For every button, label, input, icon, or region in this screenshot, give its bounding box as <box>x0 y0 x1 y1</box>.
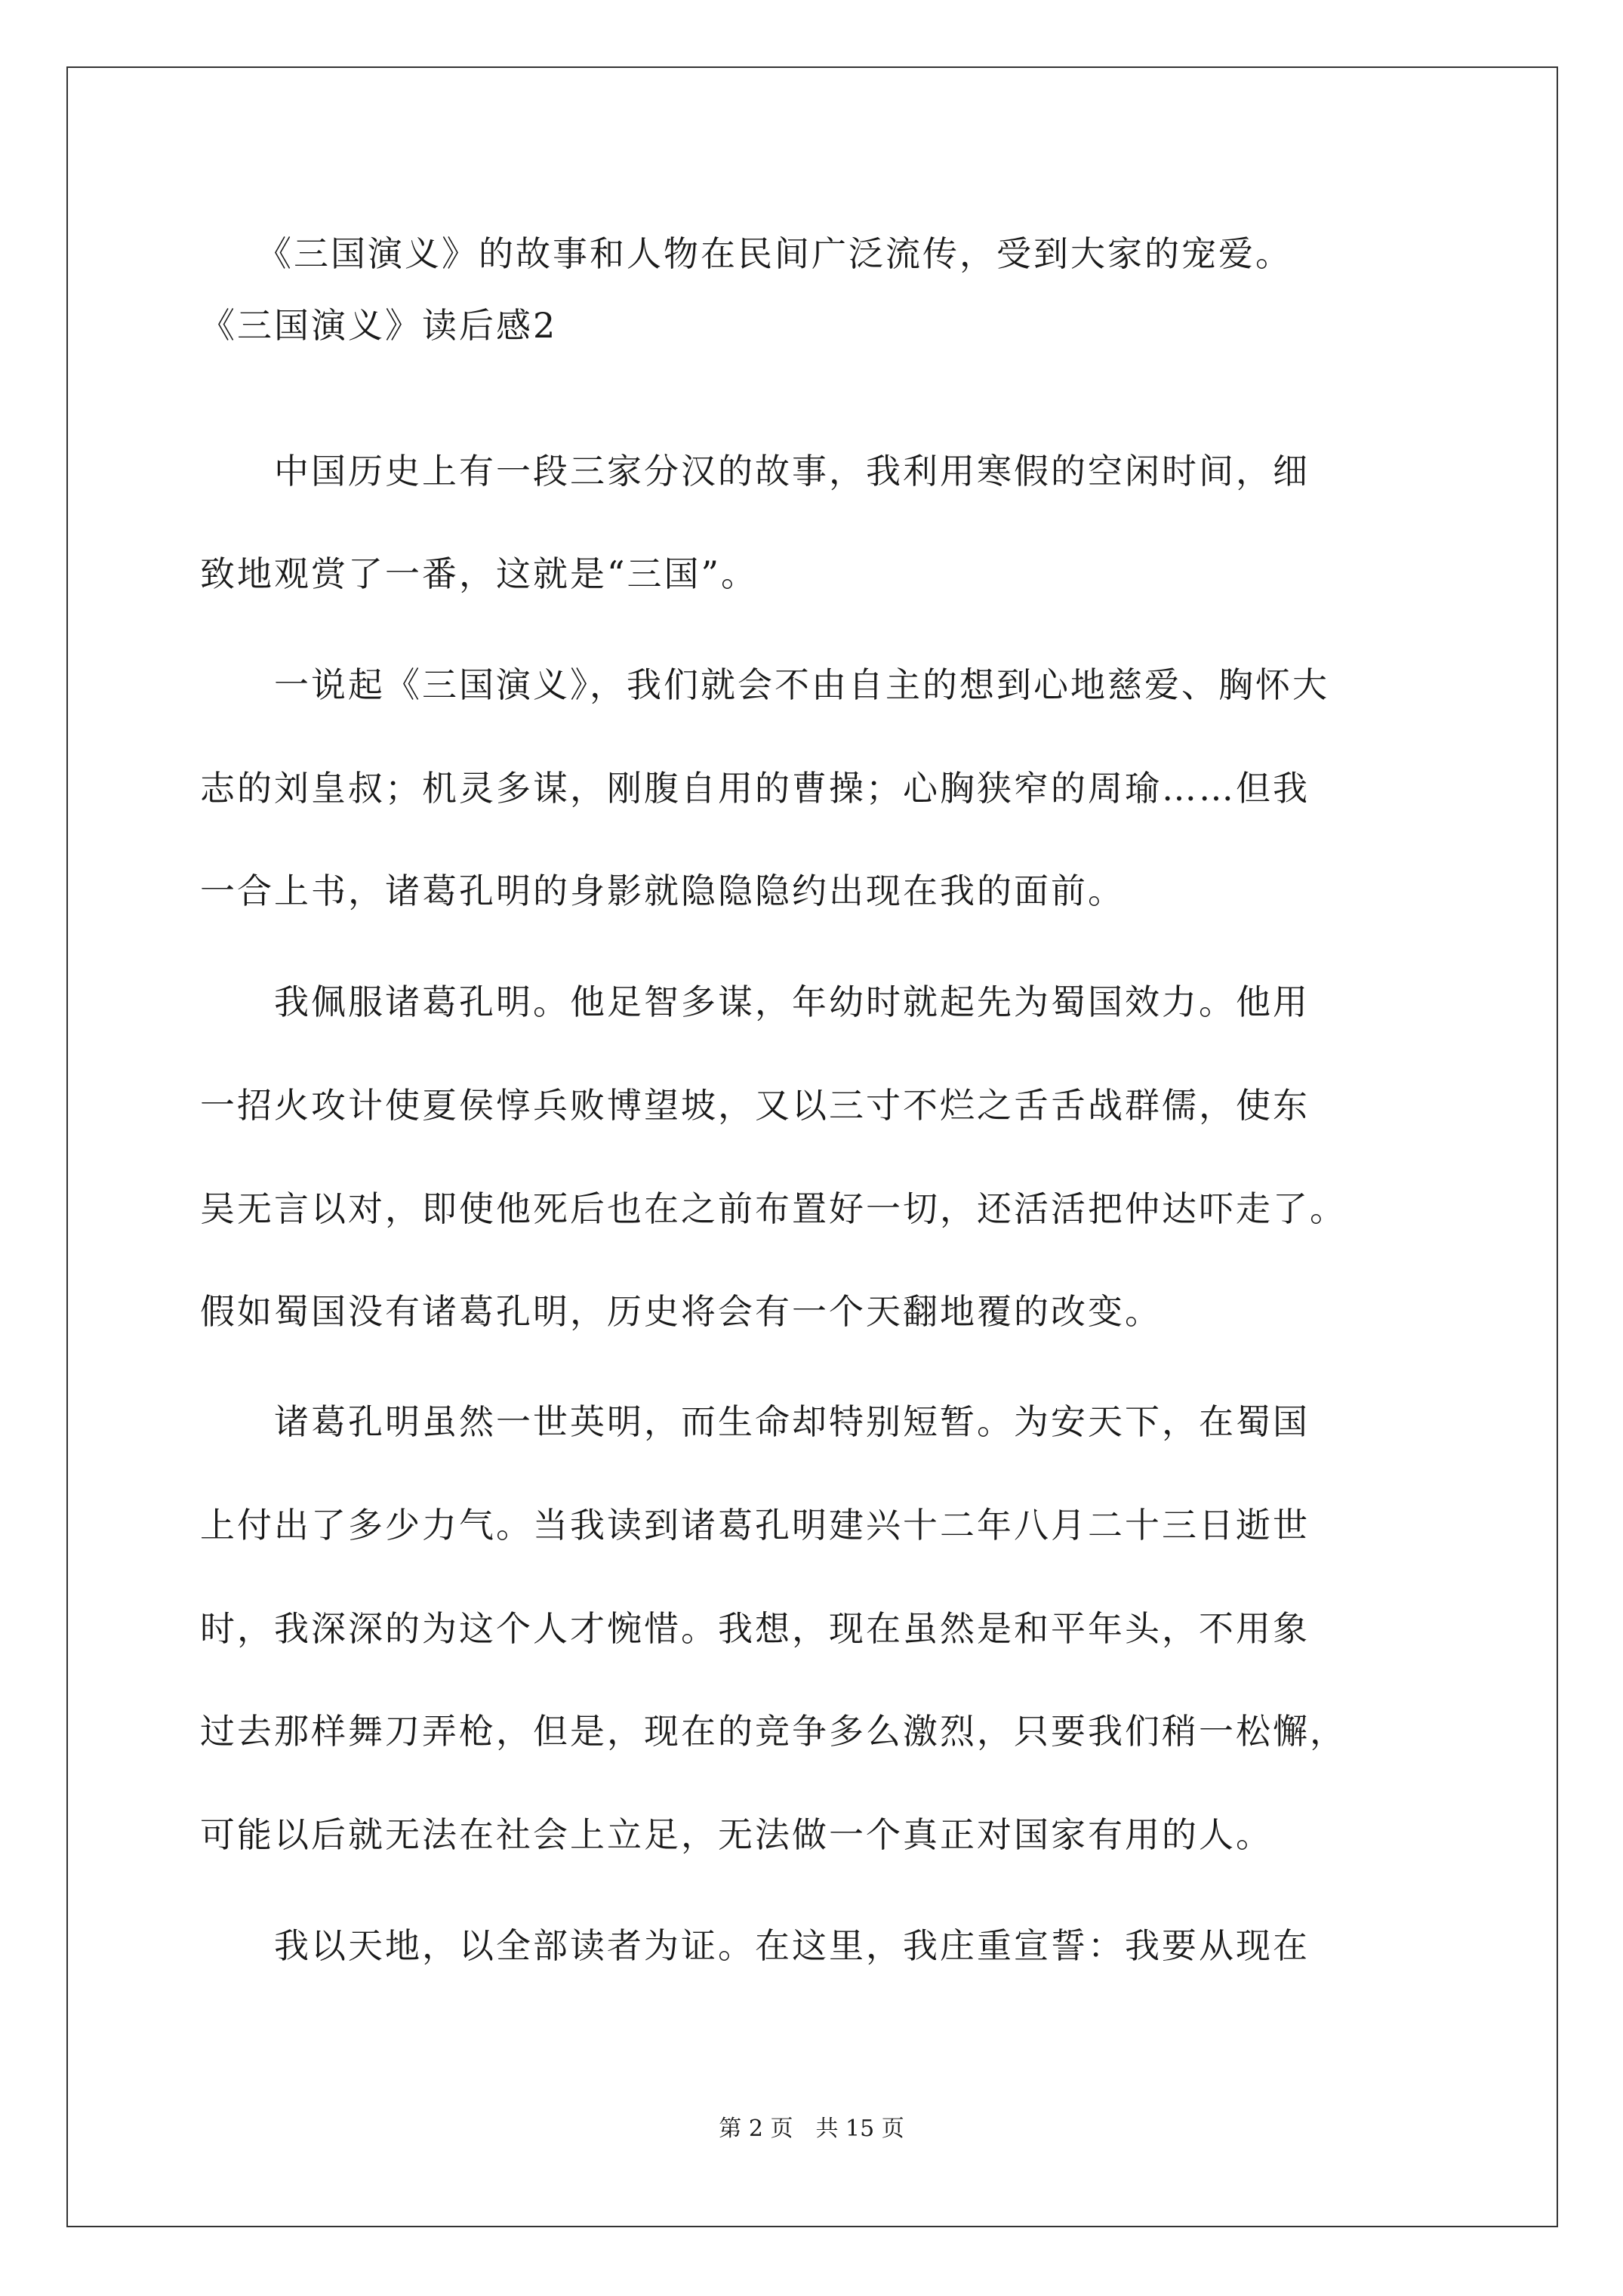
text-line: 致地观赏了一番，这就是“三国”。 <box>200 553 759 594</box>
text-line: 我以天地，以全部读者为证。在这里，我庄重宣誓：我要从现在 <box>200 1925 1310 1966</box>
text-line: 可能以后就无法在社会上立足，无法做一个真正对国家有用的人。 <box>200 1814 1273 1855</box>
text-line: 志的刘皇叔；机灵多谋，刚腹自用的曹操；心胸狭窄的周瑜……但我 <box>200 768 1310 809</box>
page-number: 第 2 页 共 15 页 <box>719 2116 904 2142</box>
text-line: 假如蜀国没有诸葛孔明，历史将会有一个天翻地覆的改变。 <box>200 1291 1162 1332</box>
text-line: 一说起《三国演义》，我们就会不由自主的想到心地慈爱、胸怀大 <box>200 664 1329 705</box>
text-line: 我佩服诸葛孔明。他足智多谋，年幼时就起先为蜀国效力。他用 <box>200 982 1310 1022</box>
page-border <box>66 66 1558 2227</box>
text-line: 上付出了多少力气。当我读到诸葛孔明建兴十二年八月二十三日逝世 <box>200 1505 1310 1546</box>
text-line: 吴无言以对，即使他死后也在之前布置好一切，还活活把仲达吓走了。 <box>200 1188 1347 1229</box>
section-heading: 《三国演义》读后感2 <box>200 305 558 346</box>
text-line: 一招火攻计使夏侯惇兵败博望坡，又以三寸不烂之舌舌战群儒，使东 <box>200 1085 1310 1126</box>
text-line: 时，我深深的为这个人才惋惜。我想，现在虽然是和平年头，不用象 <box>200 1608 1310 1649</box>
text-line: 诸葛孔明虽然一世英明，而生命却特别短暂。为安天下，在蜀国 <box>200 1401 1310 1442</box>
text-line: 过去那样舞刀弄枪，但是，现在的竞争多么激烈，只要我们稍一松懈， <box>200 1711 1347 1752</box>
text-line: 中国历史上有一段三家分汉的故事，我利用寒假的空闲时间，细 <box>200 451 1310 492</box>
text-line: 一合上书，诸葛孔明的身影就隐隐隐约出现在我的面前。 <box>200 871 1125 911</box>
text-line: 《三国演义》的故事和人物在民间广泛流传，受到大家的宠爱。 <box>200 233 1292 274</box>
